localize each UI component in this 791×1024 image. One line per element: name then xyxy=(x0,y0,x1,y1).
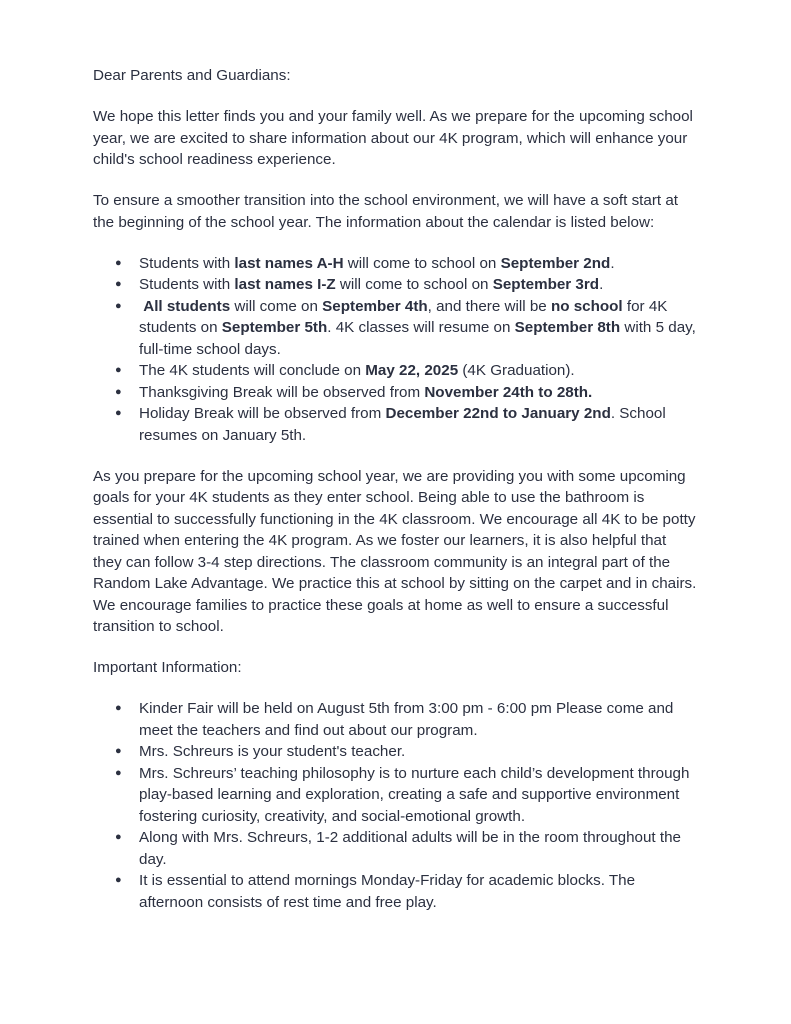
text: for 4K students on xyxy=(139,297,668,336)
important-heading: Important Information: xyxy=(93,659,242,676)
important-list xyxy=(93,698,698,913)
bold-text: May 22, 2025 xyxy=(365,362,459,379)
bold-text: September 2nd xyxy=(500,254,611,272)
bold-text: November 24th to 28th. xyxy=(424,383,593,401)
calendar-item-i-z xyxy=(93,274,700,296)
important-item: ● Mrs. Schreurs’ teaching philosophy is to nurture each child’s development through play-based learning and exploration, creating a safe and supportive environment fostering curiosity, creativity, and social-emotional growth. xyxy=(93,763,700,828)
text: with 5 day, full-time school days. xyxy=(139,319,696,358)
text: will come on xyxy=(230,297,323,315)
calendar-intro-paragraph: To ensure a smoother transition into the school environment, we will have a soft start at the beginning of the school year. The information about the calendar is listed below: xyxy=(93,192,679,231)
text: Students with xyxy=(139,254,235,272)
text: , and there will be xyxy=(427,297,551,315)
bold-text: September 5th xyxy=(221,319,328,336)
text: . 4K classes will resume on xyxy=(327,319,515,336)
text: will come to school on xyxy=(343,254,501,272)
salutation: Dear Parents and Guardians: xyxy=(93,67,291,84)
calendar-item-holiday xyxy=(93,403,700,446)
calendar-item-thanksgiving xyxy=(93,382,700,404)
bold-text: no school xyxy=(550,297,623,315)
text: Holiday Break will be observed from xyxy=(139,405,386,422)
calendar-list xyxy=(93,253,698,447)
bold-text: last names I-Z xyxy=(234,276,336,293)
bold-text: last names A-H xyxy=(234,254,344,272)
text: Students with xyxy=(139,276,235,293)
calendar-item-conclusion xyxy=(93,360,700,382)
text: . xyxy=(599,276,604,293)
text: . xyxy=(610,254,615,272)
text: (4K Graduation). xyxy=(458,362,575,379)
bold-text: September 3rd xyxy=(492,276,600,293)
bold-text: December 22nd to January 2nd xyxy=(385,405,611,422)
text: . School resumes on January 5th. xyxy=(139,405,666,444)
bold-text: September 8th xyxy=(514,319,621,336)
text: will come to school on xyxy=(335,276,493,293)
text: The 4K students will conclude on xyxy=(139,362,366,379)
bold-text: September 4th xyxy=(322,297,428,315)
calendar-item-a-h xyxy=(93,253,700,275)
important-item: ● Kinder Fair will be held on August 5th from 3:00 pm - 6:00 pm Please come and meet the teachers and find out about our program. xyxy=(93,698,700,741)
important-item: ● Mrs. Schreurs is your student's teacher. xyxy=(93,741,700,763)
text: Thanksgiving Break will be observed from xyxy=(139,383,425,401)
calendar-item-all-students xyxy=(93,296,700,361)
goals-paragraph: As you prepare for the upcoming school year, we are providing you with some upcoming goals for your 4K students as they enter school. Being able to use the bathroom is essential to successfully functioning in the 4K classroom. We encourage all 4K to be potty trained when entering the 4K program. As we foster our learners, it is also helpful that they can follow 3-4 step directions. The classroom community is an integral part of the Random Lake Advantage. We practice this at school by sitting on the carpet and in chairs. We encourage families to practice these goals at home as well to ensure a successful transition to school. xyxy=(93,467,697,635)
bold-text: All students xyxy=(143,297,231,315)
important-item: ● It is essential to attend mornings Monday-Friday for academic blocks. The afternoon consists of rest time and free play. xyxy=(93,870,700,913)
important-item: ● Along with Mrs. Schreurs, 1-2 additional adults will be in the room throughout the day. xyxy=(93,827,700,870)
intro-paragraph: We hope this letter finds you and your family well. As we prepare for the upcoming school year, we are excited to share information about our 4K program, which will enhance your child's school readiness experience. xyxy=(93,108,693,168)
